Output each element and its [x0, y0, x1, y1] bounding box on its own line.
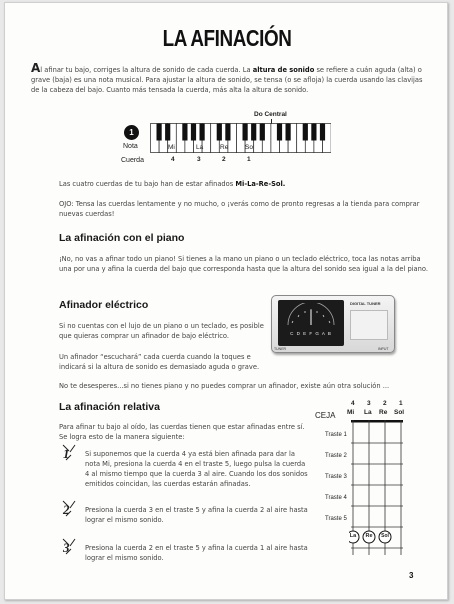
piano-black-key — [200, 124, 205, 141]
section-tuner-heading: Afinador eléctrico — [59, 299, 149, 311]
keyboard-diagram — [121, 111, 351, 167]
step-3-text: Presiona la cuerda 2 en el traste 5 y afina la cuerda 1 al aire hasta lograr el mismo sonido. — [85, 544, 308, 562]
intro-bold: altura de sonido — [252, 66, 315, 74]
step-2-hand-icon — [61, 499, 77, 519]
step-1-text: Si suponemos que la cuerda 4 ya está bien afinada para dar la nota Mi, presiona la cuerda 4 en el traste 5, luego pulsa la cuerda 4 al mismo tiempo que la cuerda 3 al aire. Cuando los dos sonidos emitidos coincidan, las cuerdas estarán afinadas. — [85, 450, 308, 488]
piano-keys — [150, 123, 331, 153]
fret-string-num-1: 1 — [399, 400, 403, 407]
intro-paragraph — [31, 63, 427, 95]
note-sol: Sol — [245, 144, 255, 151]
tuner-meter — [284, 303, 338, 329]
piano-black-key — [320, 124, 325, 141]
string-num-1: 1 — [247, 156, 251, 163]
note-re: Re — [220, 144, 229, 151]
intro-text-after: se refiere a cuán aguda (alta) o grave (baja) es una nota musical. Para ajustar la altura de sonido, se tensa (o se afloja) la cuerda usando las clavijas de la cabeza del bajo. Cuanto más tensada la cuerda, más alta la altura de sonido. — [31, 66, 423, 94]
fret-string-num-4: 4 — [351, 400, 355, 407]
section-relative-heading: La afinación relativa — [59, 401, 160, 413]
section-piano-text: ¡No, no vas a afinar todo un piano! Si tienes a la mano un piano o un teclado eléctrico, toca las notas arriba una por una y afina la cuerda del bajo que corresponda hasta que la altura del sonido sea igual a la del piano. — [59, 255, 428, 273]
fret-string-num-3: 3 — [367, 400, 371, 407]
page — [4, 2, 448, 600]
four-strings-paragraph — [59, 179, 429, 189]
fret-note-sol: Sol — [394, 409, 405, 416]
fret5-note-re: Re — [365, 533, 373, 539]
page-number: 3 — [409, 571, 414, 580]
fret-note-re: Re — [379, 409, 388, 416]
step-2-icon: 2 — [63, 502, 70, 517]
step-2-text: Presiona la cuerda 3 en el traste 5 y afina la cuerda 2 al aire hasta lograr el mismo sonido. — [85, 506, 308, 524]
tuner-side-panel — [350, 310, 388, 340]
piano-black-key — [277, 124, 282, 141]
section-tuner-text1: Si no cuentas con el lujo de un piano o un teclado, es posible que quieras comprar un afinador de bajo eléctrico. — [59, 322, 264, 340]
piano-black-key — [243, 124, 248, 141]
four-strings-text: Las cuatro cuerdas de tu bajo han de estar afinados — [59, 180, 236, 188]
nota-row-label: Nota — [123, 143, 138, 150]
step-3-hand-icon — [61, 537, 77, 557]
piano-black-key — [157, 124, 162, 141]
ceja-label: CEJA — [315, 411, 336, 420]
piano-black-key — [260, 124, 265, 141]
fret-label-4: Traste 4 — [325, 495, 347, 501]
step-1-hand-icon — [61, 443, 77, 463]
tuner-left-label: TUNER — [274, 347, 287, 351]
fret-label-3: Traste 3 — [325, 474, 347, 480]
string-num-3: 3 — [197, 156, 201, 163]
page-title: LA AFINACIÓN — [162, 25, 292, 51]
no-piano-paragraph: No te desesperes...si no tienes piano y no puedes comprar un afinador, existe aún otra solución ... — [59, 382, 390, 390]
piano-black-key — [311, 124, 316, 141]
cuerda-row-label: Cuerda — [121, 157, 144, 164]
fret5-note-sol: Sol — [381, 533, 389, 539]
fret-label-5: Traste 5 — [325, 516, 347, 522]
step-badge: 1 — [124, 125, 139, 140]
section-tuner-text2: Un afinador “escuchará” cada cuerda cuando la toques e indicará si la altura de sonido es demasiado aguda o grave. — [59, 353, 260, 371]
fret-string-num-2: 2 — [383, 400, 387, 407]
fret-diagram — [313, 397, 433, 567]
intro-text-before: l afinar tu bajo, corriges la altura de sonido de cada cuerda. La — [40, 66, 253, 74]
digital-tuner-device — [271, 295, 395, 353]
tuner-right-label: INPUT — [378, 347, 389, 351]
four-strings-bold: Mi-La-Re-Sol. — [235, 180, 286, 188]
fret-note-la: La — [364, 409, 372, 416]
piano-black-key — [286, 124, 291, 141]
piano-black-key — [182, 124, 187, 141]
fret-label-2: Traste 2 — [325, 453, 347, 459]
piano-black-key — [217, 124, 222, 141]
tuner-brand-label: DIGITAL TUNER — [350, 301, 381, 306]
string-num-4: 4 — [171, 156, 175, 163]
warning-paragraph: OJO: Tensa las cuerdas lentamente y no mucho, o ¡verás como de pronto regresas a la tienda para comprar nuevas cuerdas! — [59, 200, 420, 218]
note-mi: Mi — [168, 144, 175, 151]
step-1-icon: 1 — [63, 446, 70, 461]
drop-cap: A — [31, 61, 41, 75]
do-central-label: Do Central — [254, 111, 287, 118]
piano-black-key — [191, 124, 196, 141]
piano-black-key — [225, 124, 230, 141]
tuner-scale: C D E F G A B — [290, 331, 332, 336]
note-la: La — [196, 144, 204, 151]
step-3-icon: 3 — [63, 540, 70, 555]
tuner-screen — [278, 300, 344, 346]
piano-black-key — [251, 124, 256, 141]
string-num-2: 2 — [222, 156, 226, 163]
section-relative-intro: Para afinar tu bajo al oído, las cuerdas tienen que estar afinadas entre sí. Se logra esto de la manera siguiente: — [59, 423, 305, 441]
piano-black-key — [303, 124, 308, 141]
section-piano-heading: La afinación con el piano — [59, 232, 185, 244]
piano-black-key — [165, 124, 170, 141]
fret5-note-la: La — [349, 533, 357, 539]
fret-label-1: Traste 1 — [325, 432, 347, 438]
fret-note-mi: Mi — [347, 409, 355, 416]
